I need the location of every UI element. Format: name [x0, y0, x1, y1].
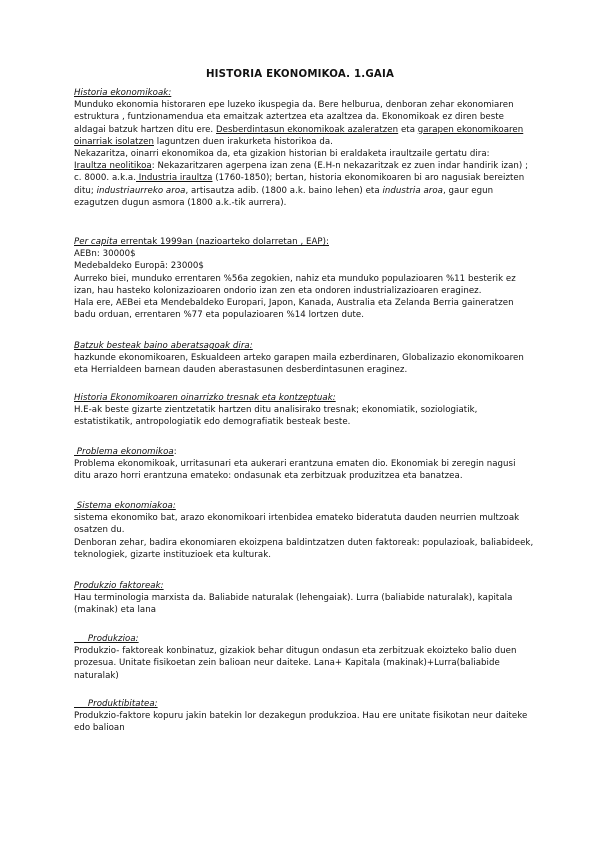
section-heading: Historia ekonomikoak:	[74, 88, 172, 98]
section-heading: Historia Ekonomikoaren oinarrizko tresnak eta kontzeptuak:	[74, 393, 336, 403]
section-aberatsagoak	[74, 340, 534, 377]
text-run: , artisautza adib. (1800 a.k. baino lehen) eta	[185, 185, 383, 196]
paragraph: AEBn: 30000$	[74, 249, 136, 260]
section-oinarrizko-tresnak	[74, 392, 534, 429]
text-run: :	[173, 447, 177, 457]
section-produktibitatea	[74, 698, 534, 735]
section-heading: Produkzioa:	[74, 634, 139, 644]
document-title: HISTORIA EKONOMIKOA. 1.GAIA	[205, 69, 395, 80]
paragraph: Hala ere, AEBei eta Mendebaldeko Europari, Japon, Kanada, Australia eta Zelanda Berria gaineratzen badu orduan, errentaren %77 eta populazioaren %14 lortzen dute.	[74, 298, 514, 321]
paragraph: Aurreko biei, munduko errentaren %56a zegokien, nahiz eta munduko populazioaren %11 besterik ez izan, hau hasteko kolonizazioaren ondorio izan zen eta ondoren industrializazioaren eraginez.	[74, 273, 516, 296]
section-heading: Produkzio faktoreak:	[74, 581, 164, 591]
section-problema-ekonomikoa	[74, 446, 534, 483]
paragraph: sistema ekonomiko bat, arazo ekonomikoari irtenbidea emateko bideratuta dauden neurrien multzoak osatzen du.	[74, 513, 520, 536]
text-run: Munduko ekonomia historaren epe luzeko ikuspegia da. Bere helburua, denboran zehar ekonomiaren estruktura , funtzionamendua eta emaitzak aztertzea eta azaltzea da. Ekonomikoak ez diren beste aldagai batzuk hartzen ditu ere.	[74, 100, 514, 135]
text-run: Per capita	[74, 237, 118, 247]
section-heading: Sistema ekonomiakoa:	[74, 501, 176, 511]
paragraph: hazkunde ekonomikoaren, Eskualdeen arteko garapen maila ezberdinaren, Globalizazio ekonomikoaren eta Herrialdeen barnean dauden aberastasunen desberdintasunen eraginez.	[74, 353, 524, 376]
paragraph: Produkzio-faktore kopuru jakin batekin lor dezakegun produkzioa. Hau ere unitate fisikotan neur daiteke edo balioan	[74, 711, 528, 734]
paragraph	[74, 99, 534, 148]
text-run: Industria iraultza	[135, 173, 213, 184]
text-run: industria aroa	[382, 185, 443, 196]
text-run: industriaurreko aroa	[96, 185, 186, 196]
section-historia-ekonomikoak	[74, 87, 534, 209]
text-run: , gaur egun ezagutzen dugun asmora (1800 a.k.-tik aurrera).	[74, 185, 494, 208]
text-run: garapen ekonomikoaren oinarriak isolatzen	[74, 124, 524, 147]
paragraph: H.E-ak beste gizarte zientzetatik hartzen ditu analisirako tresnak; ekonomiatik, soziologiatik, estatistikatik, antropologiatik edo demografiatik besteak beste.	[74, 405, 478, 428]
text-run: Iraultza neolitikoa	[74, 161, 152, 172]
section-produkzioa	[74, 633, 534, 682]
section-heading	[74, 446, 534, 458]
text-run: Problema ekonomikoa	[74, 447, 174, 457]
text-run: Desberdintasun ekonomikoak azaleratzen	[216, 124, 399, 135]
text-run: errentak 1999an (nazioarteko dolarretan , EAP):	[117, 237, 329, 247]
paragraph: Problema ekonomikoak, urritasunari eta aukerari erantzuna ematen dio. Ekonomiak bi zeregin nagusi ditu arazo horri erantzuna emateko: ondasunak eta zerbitzuak produzitzea eta banatzea.	[74, 459, 516, 482]
section-heading: Produktibitatea:	[74, 699, 158, 709]
paragraph: Denboran zehar, badira ekonomiaren ekoizpena baldintzatzen duten faktoreak: populazioak, baliabideek, teknologiek, gizarte instituzioek eta kulturak.	[74, 537, 534, 560]
paragraph: Hau terminologia marxista da. Baliabide naturalak (lehengaiak). Lurra (baliabide naturalak), kapitala (makinak) eta lana	[74, 593, 513, 616]
text-run: : Nekazaritzaren agerpena izan zena (E.H-n nekazaritzak ez zuen indar handirik izan) ; c. 8000. a.k.a.	[74, 161, 529, 184]
paragraph: Medebaldeko Europā: 23000$	[74, 261, 204, 272]
section-sistema-ekonomikoa	[74, 500, 534, 561]
paragraph: Produkzio- faktoreak konbinatuz, gizakiok behar ditugun ondasun eta zerbitzuak ekoizteko balio duen prozesua. Unitate fisikoetan zein balioan neur daiteke. Lana+ Kapitala (makinak)+Lurra(baliabide naturalak)	[74, 646, 517, 681]
section-per-capita	[74, 236, 534, 321]
section-produkzio-faktoreak	[74, 580, 534, 617]
section-heading: Batzuk besteak baino aberatsagoak dira:	[74, 341, 253, 351]
paragraph	[74, 160, 534, 209]
text-run: laguntzen duen irakurketa historikoa da.	[153, 136, 333, 147]
section-heading	[74, 236, 534, 248]
text-run: (1760-1850); bertan, historia ekonomikoaren bi aro nagusiak bereizten ditu;	[74, 173, 525, 196]
text-run: eta	[398, 124, 418, 135]
paragraph: Nekazaritza, oinarri ekonomikoa da, eta gizakion historian bi eraldaketa iraultzaile gertatu dira:	[74, 149, 490, 160]
